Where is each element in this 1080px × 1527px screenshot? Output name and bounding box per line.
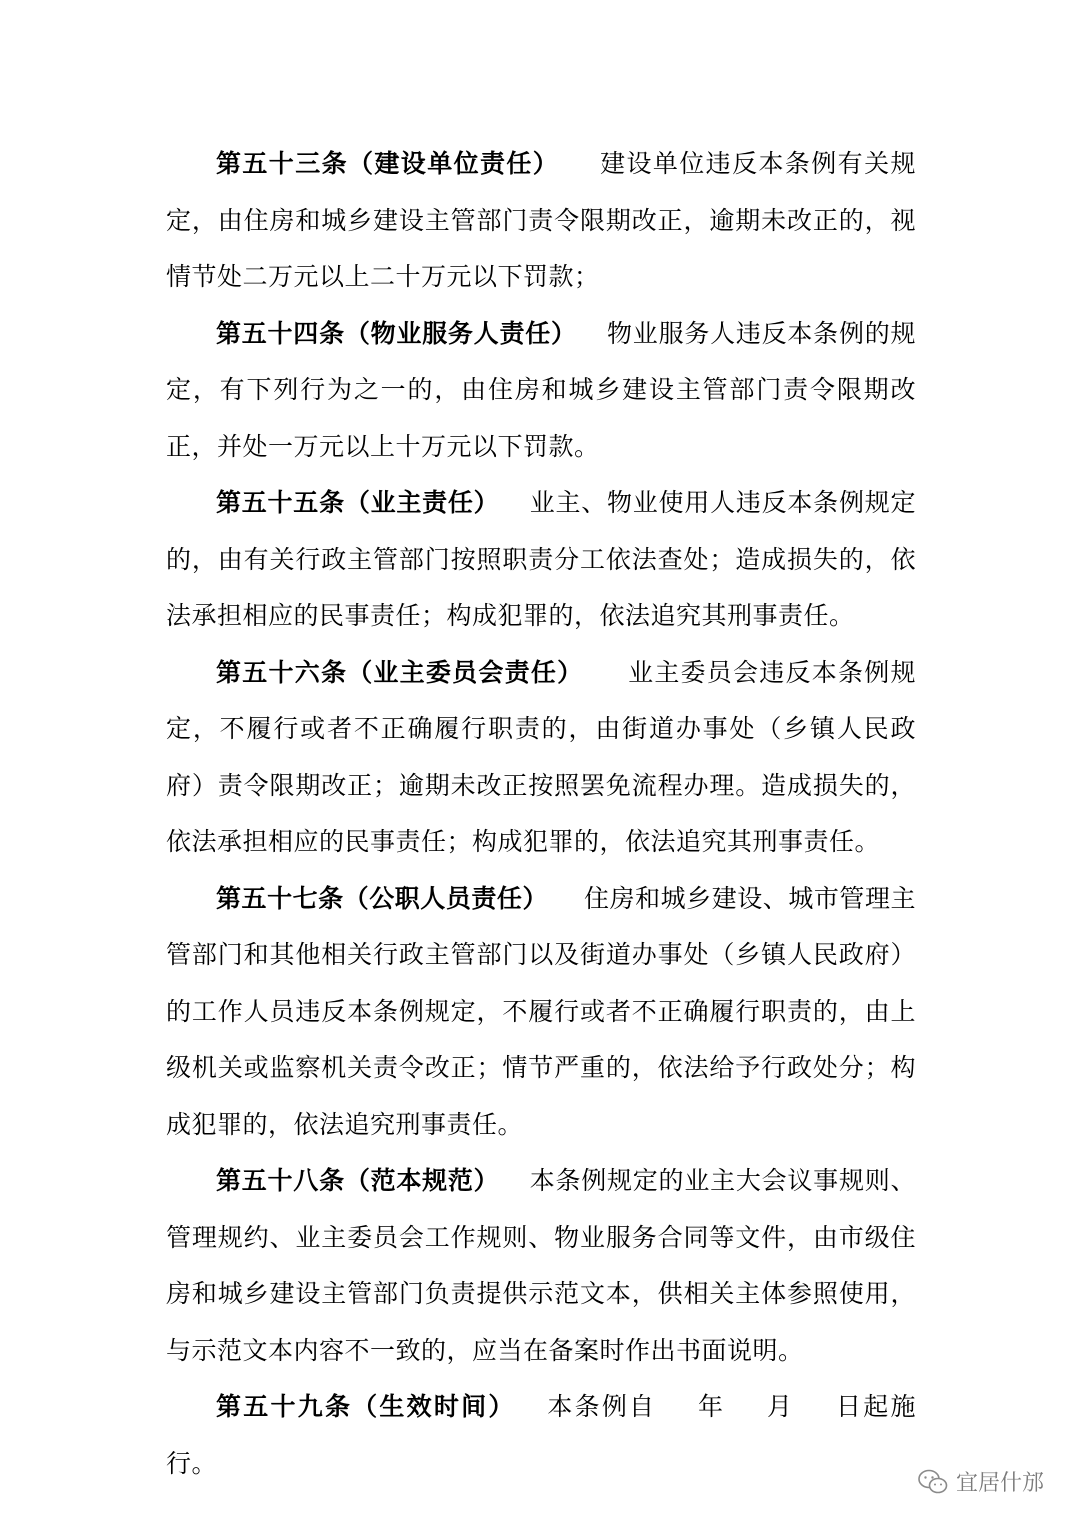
article-body: 本条例规定的业主大会议事规则、管理规约、业主委员会工作规则、物业服务合同等文件，由市级住房和城乡建设主管部门负责提供示范文本，供相关主体参照使用，与示范文本内容不一致的，应当在备案时作出书面说明。 (166, 1166, 916, 1365)
article-body: 业主委员会违反本条例规定，不履行或者不正确履行职责的，由街道办事处（乡镇人民政府）责令限期改正；逾期未改正按照罢免流程办理。造成损失的，依法承担相应的民事责任；构成犯罪的，依法追究其刑事责任。 (166, 657, 916, 856)
effective-text-1: 本条例自 (545, 1392, 657, 1421)
article-body: 业主、物业使用人违反本条例规定的，由有关行政主管部门按照职责分工依法查处；造成损失的，依法承担相应的民事责任；构成犯罪的，依法追究其刑事责任。 (166, 488, 916, 630)
article-heading: 第五十九条（生效时间） (216, 1392, 516, 1421)
article-59 (166, 1379, 916, 1492)
effective-month: 月 (765, 1392, 795, 1421)
article-body: 建设单位违反本条例有关规定，由住房和城乡建设主管部门责令限期改正，逾期未改正的，视情节处二万元以上二十万元以下罚款； (166, 149, 916, 291)
article-heading: 第五十六条（业主委员会责任） (216, 657, 584, 687)
article-heading: 第五十五条（业主责任） (216, 488, 500, 517)
document-page (166, 136, 916, 1492)
article-heading: 第五十八条（范本规范） (216, 1166, 500, 1195)
article-heading: 第五十三条（建设单位责任） (216, 149, 560, 178)
article-58 (166, 1153, 916, 1379)
article-53 (166, 136, 916, 306)
article-54 (166, 306, 916, 476)
article-body: 物业服务人违反本条例的规定，有下列行为之一的，由住房和城乡建设主管部门责令限期改正，并处一万元以上十万元以下罚款。 (166, 318, 916, 461)
wechat-icon (918, 1469, 948, 1495)
article-56 (166, 645, 916, 871)
article-55 (166, 475, 916, 645)
article-57 (166, 871, 916, 1154)
article-heading: 第五十四条（物业服务人责任） (216, 318, 577, 348)
watermark-text: 宜居什邡 (955, 1471, 1044, 1496)
article-heading: 第五十七条（公职人员责任） (216, 883, 548, 913)
effective-day: 日起施行。 (166, 1392, 916, 1478)
source-watermark (918, 1466, 1044, 1497)
article-body: 住房和城乡建设、城市管理主管部门和其他相关行政主管部门以及街道办事处（乡镇人民政府）的工作人员违反本条例规定，不履行或者不正确履行职责的，由上级机关或监察机关责令改正；情节严重的，依法给予行政处分；构成犯罪的，依法追究刑事责任。 (166, 883, 916, 1139)
effective-year: 年 (696, 1392, 726, 1421)
